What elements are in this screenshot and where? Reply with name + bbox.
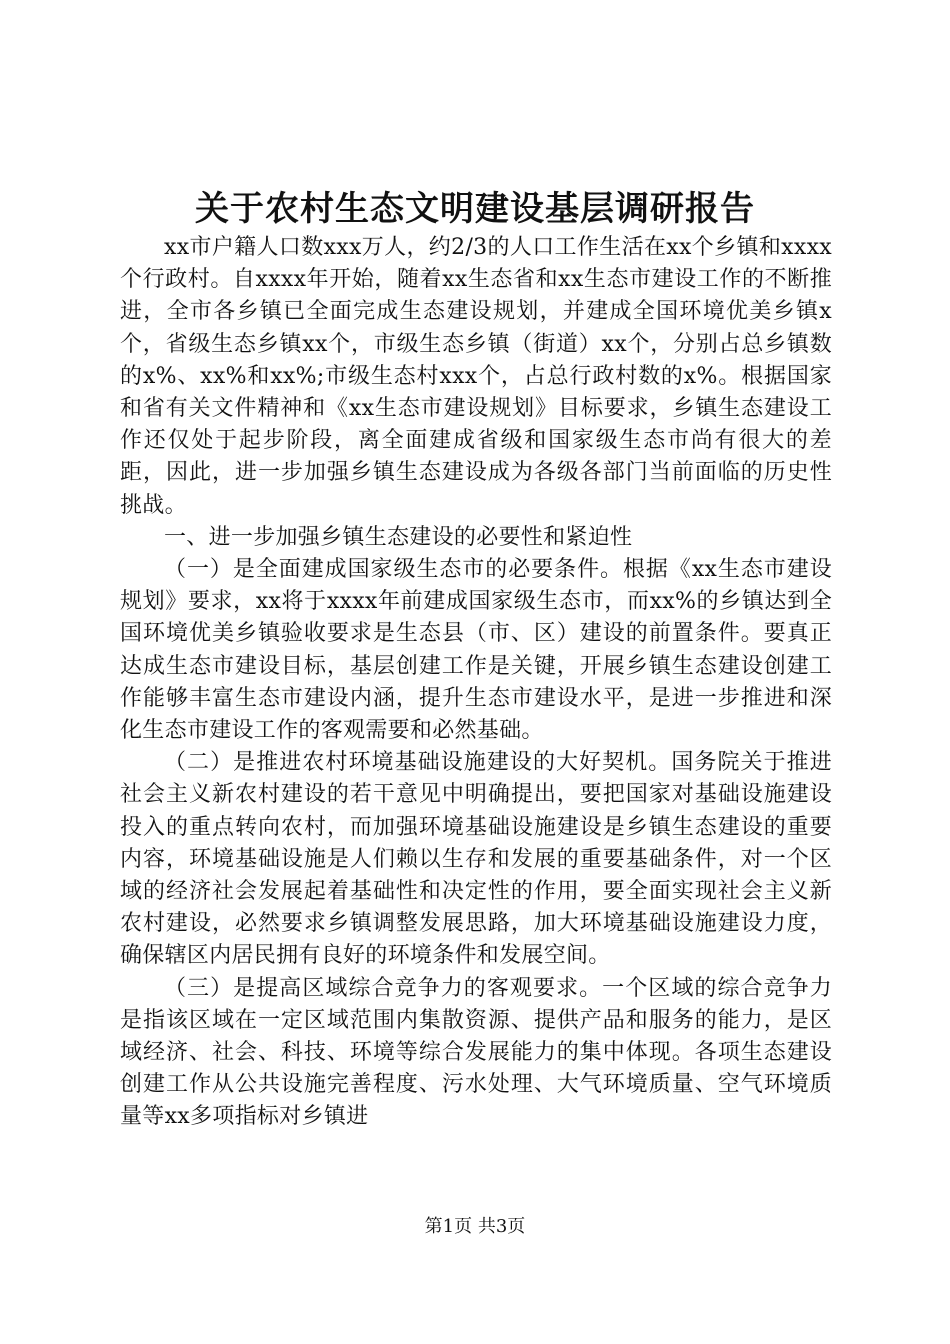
- section-heading-1: 一、进一步加强乡镇生态建设的必要性和紧迫性: [164, 524, 633, 550]
- paragraph-point-1: （一）是全面建成国家级生态市的必要条件。根据《xx生态市建设规划》要求，xx将于xxxx年前建成国家级生态市，而xx%的乡镇达到全国环境优美乡镇验收要求是生态县（市、区）建设的前置条件。要真正达成生态市建设目标，基层创建工作是关键，开展乡镇生态建设创建工作能够丰富生态市建设内涵，提升生态市建设水平，是进一步推进和深化生态市建设工作的客观需要和必然基础。: [120, 557, 832, 744]
- document-title: 关于农村生态文明建设基层调研报告: [195, 189, 755, 229]
- paragraph-intro: xx市户籍人口数xxx万人，约2/3的人口工作生活在xx个乡镇和xxxx个行政村。自xxxx年开始，随着xx生态省和xx生态市建设工作的不断推进，全市各乡镇已全面完成生态建设规划，并建成全国环境优美乡镇x个，省级生态乡镇xx个，市级生态乡镇（街道）xx个，分别占总乡镇数的x%、xx%和xx%;市级生态村xxx个，占总行政村数的x%。根据国家和省有关文件精神和《xx生态市建设规划》目标要求，乡镇生态建设工作还仅处于起步阶段，离全面建成省级和国家级生态市尚有很大的差距，因此，进一步加强乡镇生态建设成为各级各部门当前面临的历史性挑战。: [120, 235, 832, 518]
- document-body: [120, 232, 832, 1134]
- page-number-footer: 第1页 共3页: [424, 1216, 526, 1237]
- paragraph-point-2: （二）是推进农村环境基础设施建设的大好契机。国务院关于推进社会主义新农村建设的若干意见中明确提出，要把国家对基础设施建设投入的重点转向农村，而加强环境基础设施建设是乡镇生态建设的重要内容，环境基础设施是人们赖以生存和发展的重要基础条件，对一个区域的经济社会发展起着基础性和决定性的作用，要全面实现社会主义新农村建设，必然要求乡镇调整发展思路，加大环境基础设施建设力度，确保辖区内居民拥有良好的环境条件和发展空间。: [120, 750, 832, 969]
- paragraph-point-3: （三）是提高区域综合竞争力的客观要求。一个区域的综合竞争力是指该区域在一定区域范围内集散资源、提供产品和服务的能力，是区域经济、社会、科技、环境等综合发展能力的集中体现。各项生态建设创建工作从公共设施完善程度、污水处理、大气环境质量、空气环境质量等xx多项指标对乡镇进: [120, 975, 832, 1130]
